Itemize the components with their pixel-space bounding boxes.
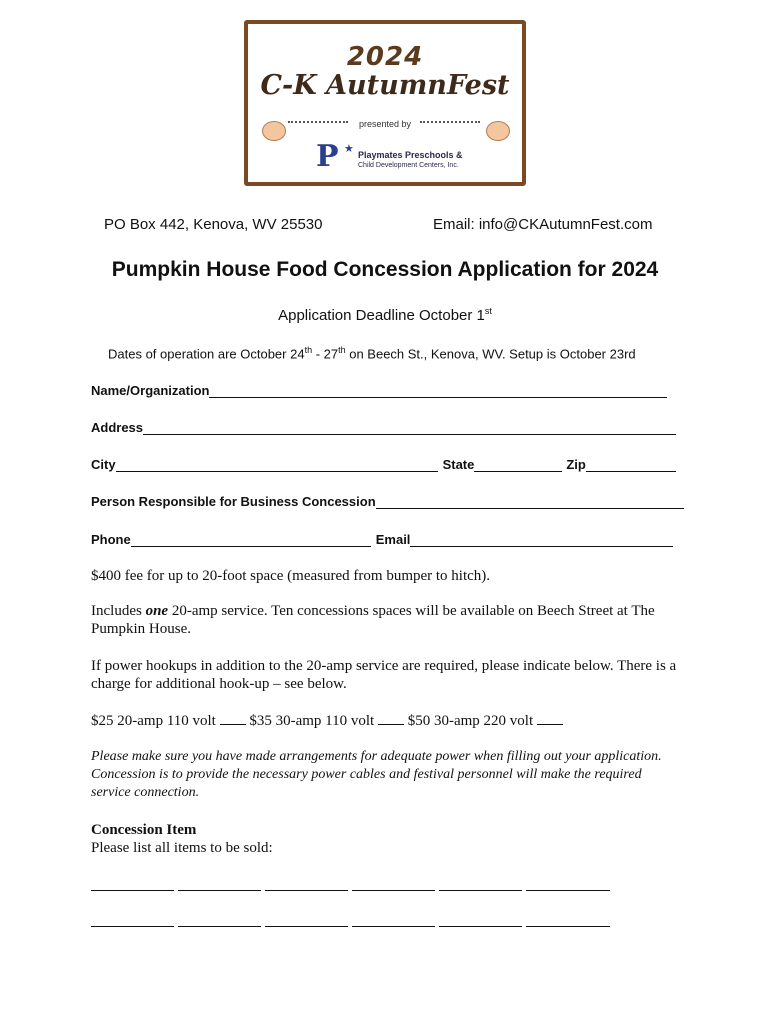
power-note: Please make sure you have made arrangements for adequate power when filling out your application. Concession is to provide the necessary power cables and festival personnel will make the required service connection. [91,749,662,800]
power-hookup-text: If power hookups in addition to the 20-amp service are required, please indicate below. There is a charge for additional hook-up – see below. [91,658,677,692]
event-logo [244,20,526,186]
item-line[interactable] [265,926,348,927]
item-line[interactable] [526,890,610,891]
opt-25-20amp-blank[interactable] [220,712,246,725]
contact-address: PO Box 442, Kenova, WV 25530 [104,216,323,233]
playmates-p-icon: P [316,139,339,174]
address-input[interactable] [143,421,676,435]
item-line[interactable] [352,890,435,891]
name-organization-field: Name/Organization [91,383,667,398]
concession-item-heading: Concession Item [91,822,197,838]
phone-input[interactable] [131,533,371,547]
star-icon: ★ [344,143,354,155]
person-responsible-field: Person Responsible for Business Concession [91,494,684,509]
logo-presented-by: presented by [358,119,412,129]
item-line[interactable] [265,890,348,891]
concession-item-instruction: Please list all items to be sold: [91,840,273,856]
item-line[interactable] [178,926,261,927]
email-input[interactable] [410,533,673,547]
logo-event-name: C-K AutumnFest [260,70,510,101]
pumpkin-icon-right [486,121,510,141]
application-deadline: Application Deadline October 1st [278,306,492,324]
dates-of-operation: Dates of operation are October 24th - 27th on Beech St., Kenova, WV. Setup is October 23rd [108,345,636,362]
sponsor-subtitle: Child Development Centers, Inc. [358,162,459,169]
item-line[interactable] [526,926,610,927]
opt-35-30amp-blank[interactable] [378,712,404,725]
page-title: Pumpkin House Food Concession Application for 2024 [111,258,659,281]
city-state-zip-row: City State Zip [91,457,676,472]
item-line[interactable] [91,926,174,927]
address-field: Address [91,420,676,435]
item-line[interactable] [439,890,522,891]
zip-input[interactable] [586,458,676,472]
fee-text: $400 fee for up to 20-foot space (measured from bumper to hitch). [91,568,491,584]
contact-email: Email: info@CKAutumnFest.com [433,216,653,233]
state-input[interactable] [474,458,562,472]
city-input[interactable] [116,458,438,472]
power-options-row: $25 20-amp 110 volt $35 30-amp 110 volt $50 30-amp 220 volt [91,712,711,730]
item-line[interactable] [439,926,522,927]
includes-text: Includes one 20-amp service. Ten concessions spaces will be available on Beech Street at The Pumpkin House. [91,603,655,637]
person-responsible-input[interactable] [376,495,684,509]
opt-50-30amp-220-blank[interactable] [537,712,563,725]
phone-email-row: Phone Email [91,532,673,547]
logo-year: 2024 [346,42,424,72]
item-line[interactable] [352,926,435,927]
sponsor-name: Playmates Preschools & [358,150,463,160]
vine-decoration-right [420,121,480,131]
item-line[interactable] [178,890,261,891]
item-line[interactable] [91,890,174,891]
name-organization-input[interactable] [209,384,667,398]
